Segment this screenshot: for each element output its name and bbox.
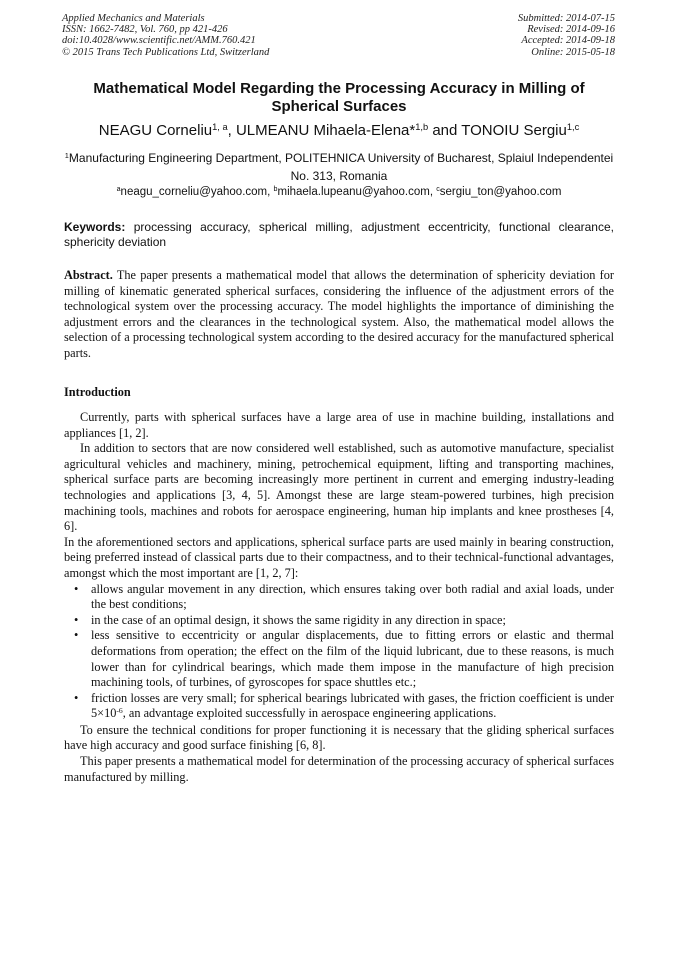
- introduction-section: [64, 385, 614, 785]
- journal-issn: ISSN: 1662-7482, Vol. 760, pp 421-426: [62, 24, 228, 36]
- journal-info: [62, 13, 269, 58]
- author-name: and TONOIU Sergiu: [428, 122, 567, 139]
- keywords-text: processing accuracy, spherical milling, adjustment eccentricity, functional clearance, sphericity deviation: [64, 220, 614, 249]
- abstract-label: Abstract.: [64, 268, 113, 282]
- bullet-icon: •: [74, 612, 79, 627]
- author-name: , ULMEANU Mihaela-Elena*: [227, 122, 416, 139]
- email-address[interactable]: neagu_corneliu@yahoo.com: [120, 186, 268, 198]
- date-online: Online: 2015-05-18: [531, 46, 615, 58]
- affiliation-mark: 1: [64, 150, 69, 160]
- paragraph: In addition to sectors that are now considered well established, such as automotive manufacture, specialist agricultural vehicles and machinery, mining, petrochemical equipment, lifting and transporting machines, spherical surface parts are becoming increasingly more pertinent in current and emerging industry-leading technologies and applications [3, 4, 5]. Amongst these are large steam-powered turbines, high precision machining tools, machines and robots for aerospace engineering, human hip implants and knee prostheses [4, 6].: [64, 441, 614, 534]
- email-mark: b: [273, 185, 278, 194]
- exponent: -6: [116, 706, 123, 716]
- bullet-icon: •: [74, 690, 79, 705]
- paper-title: Mathematical Model Regarding the Processing Accuracy in Milling of Spherical Surfaces: [93, 80, 585, 115]
- journal-name: Applied Mechanics and Materials: [62, 13, 205, 24]
- author-emails: $^a$neagu_corneliu@yahoo.com, $^b$mihaela.lupeanu@yahoo.com, $^c$sergiu_ton@yahoo.com: [116, 185, 562, 198]
- paragraph: In the aforementioned sectors and applications, spherical surface parts are used mainly in bearing construction, being preferred instead of classical parts due to their compactness, and to their technical-functional advantages, amongst which the most important are [1, 2, 7]:: [64, 534, 614, 580]
- email-mark: a: [116, 185, 121, 194]
- paragraph: To ensure the technical conditions for proper functioning it is necessary that the gliding spherical surfaces have high accuracy and good surface finishing [6, 8].: [64, 722, 614, 753]
- paragraph: This paper presents a mathematical model for determination of the processing accuracy of spherical surfaces manufactured by milling.: [64, 754, 615, 784]
- submission-dates: [518, 13, 615, 58]
- section-heading: Introduction: [64, 385, 131, 399]
- list-item-text: less sensitive to eccentricity or angular displacements, due to fitting errors or elastic and thermal deformations from operation; the effect on the film of the liquid lubricant, due to these reasons, is much lower than for cylindrical bearings, which made them impose in the manufacture of high precision machining tools, of turbines, of gyroscopes for space shuttles etc.;: [91, 628, 614, 690]
- keywords: [64, 220, 614, 250]
- list-item-text: allows angular movement in any direction, which ensures taking over both radial and axial loads, under the best conditions;: [91, 581, 614, 612]
- journal-doi[interactable]: doi:10.4028/www.scientific.net/AMM.760.421: [62, 35, 256, 47]
- author-affil-mark: 1, a: [212, 121, 228, 132]
- list-item: [64, 582, 614, 613]
- date-revised: Revised: 2014-09-16: [527, 24, 615, 36]
- affiliation-text: Manufacturing Engineering Department, POLITEHNICA University of Bucharest, Splaiul Independentei No. 313, Romania: [68, 151, 614, 183]
- list-item-text: , an advantage exploited successfully in aerospace engineering applications.: [122, 706, 497, 721]
- email-address[interactable]: mihaela.lupeanu@yahoo.com: [277, 186, 430, 198]
- list-item-text: in the case of an optimal design, it shows the same rigidity in any direction in space;: [91, 612, 506, 627]
- journal-copyright: © 2015 Trans Tech Publications Ltd, Switzerland: [62, 46, 270, 58]
- bullet-icon: •: [74, 581, 79, 596]
- author-name: NEAGU Corneliu: [98, 122, 213, 139]
- advantages-list: [64, 582, 614, 723]
- author-affil-mark: 1,c: [566, 121, 580, 132]
- affiliation: [64, 150, 614, 184]
- keywords-label: Keywords:: [64, 220, 126, 234]
- list-item: [64, 691, 614, 723]
- bullet-icon: •: [74, 628, 79, 643]
- date-accepted: Accepted: 2014-09-18: [521, 35, 615, 47]
- paragraph: Currently, parts with spherical surfaces have a large area of use in machine building, installations and appliances [1, 2].: [64, 410, 614, 440]
- abstract-text: The paper presents a mathematical model that allows the determination of sphericity deviation for milling of kinematic generated spherical surfaces, considering the influence of the adjustment errors of the technological system over the processing accuracy. The model highlights the importance of diminishing the adjustment errors and the clearances in the technological system. Also, the mathematical model allows the selection of a processing technological system according to the desired accuracy for the manufactured spherical parts.: [64, 268, 614, 360]
- list-item: [64, 613, 614, 629]
- author-affil-mark: 1,b: [415, 121, 429, 132]
- list-item-text: friction losses are very small; for spherical bearings lubricated with gases, the friction coefficient is under 5×10: [91, 690, 614, 721]
- email-mark: c: [436, 185, 440, 194]
- date-submitted: Submitted: 2014-07-15: [517, 13, 615, 24]
- author-list: [64, 122, 614, 141]
- email-address[interactable]: sergiu_ton@yahoo.com: [439, 186, 562, 198]
- list-item: [64, 628, 614, 690]
- abstract: [64, 268, 614, 362]
